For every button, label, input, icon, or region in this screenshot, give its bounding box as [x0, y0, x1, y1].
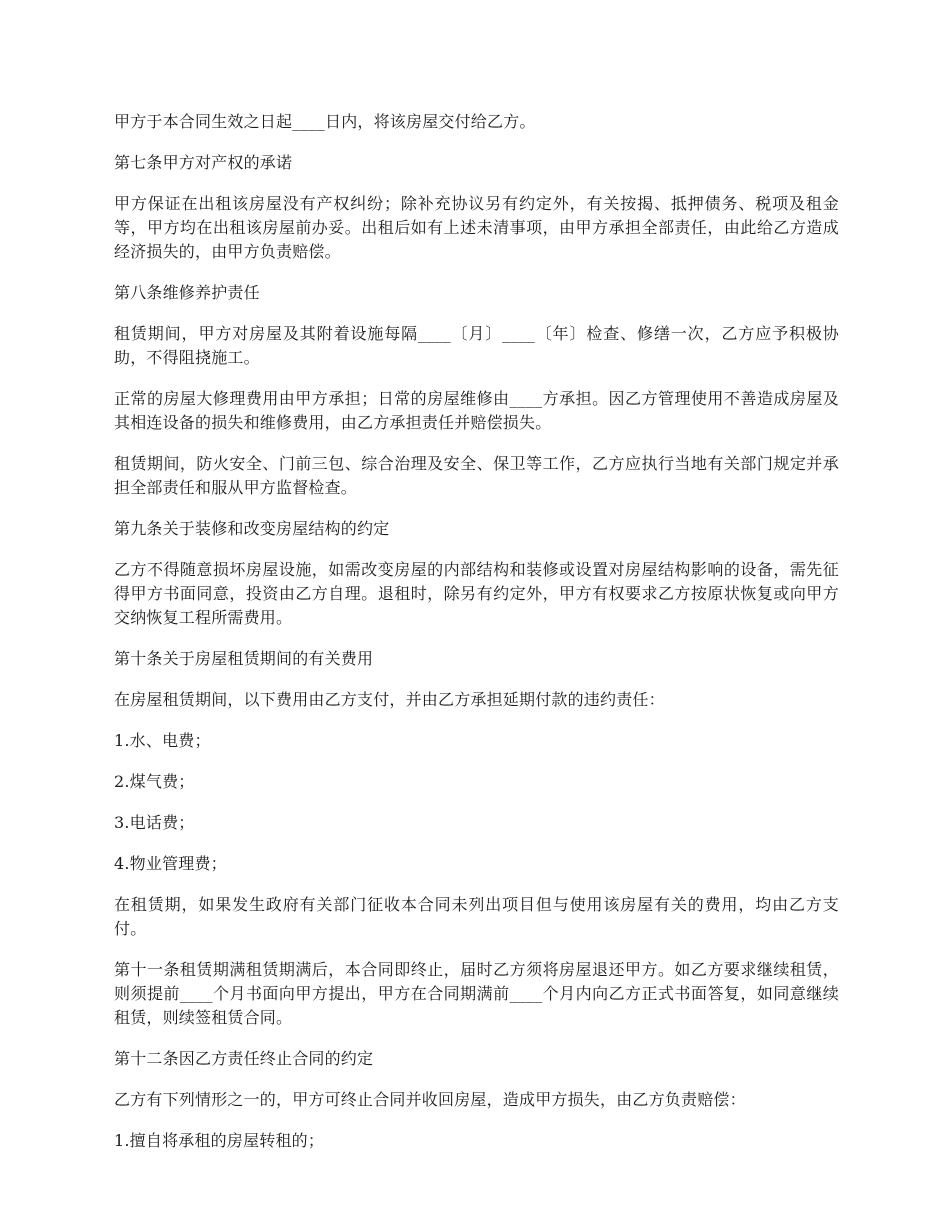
paragraph-inspection-schedule: 租赁期间，甲方对房屋及其附着设施每隔____〔月〕____〔年〕检查、修缮一次，乙方应予积极协助，不得阻挠施工。 [114, 324, 839, 367]
list-item-water-electricity: 1.水、电费； [114, 731, 211, 750]
heading-article-8: 第八条维修养护责任 [114, 283, 260, 302]
paragraph-termination-conditions: 乙方有下列情形之一的，甲方可终止合同并收回房屋，造成甲方损失，由乙方负责赔偿： [114, 1090, 746, 1109]
heading-article-7: 第七条甲方对产权的承诺 [114, 153, 293, 172]
heading-article-10: 第十条关于房屋租赁期间的有关费用 [114, 649, 374, 668]
list-item-sublease: 1.擅自将承租的房屋转租的； [114, 1131, 325, 1150]
paragraph-fire-safety: 租赁期间，防火安全、门前三包、综合治理及安全、保卫等工作，乙方应执行当地有关部门规定并承担全部责任和服从甲方监督检查。 [114, 454, 839, 497]
paragraph-renovation-rules: 乙方不得随意损坏房屋设施，如需改变房屋的内部结构和装修或设置对房屋结构影响的设备，需先征得甲方书面同意，投资由乙方自理。退租时，除另有约定外，甲方有权要求乙方按原状恢复或向甲方交纳恢复工程所需费用。 [114, 560, 839, 627]
paragraph-article-11-expiry: 第十一条租赁期满租赁期满后，本合同即终止，届时乙方须将房屋退还甲方。如乙方要求继续租赁，则须提前____个月书面向甲方提出，甲方在合同期满前____个月内向乙方正式书面答复，如同意继续租赁，则续签租赁合同。 [114, 960, 839, 1027]
heading-article-12: 第十二条因乙方责任终止合同的约定 [114, 1049, 374, 1068]
paragraph-repair-costs: 正常的房屋大修理费用由甲方承担；日常的房屋维修由____方承担。因乙方管理使用不善造成房屋及其相连设备的损失和维修费用，由乙方承担责任并赔偿损失。 [114, 389, 839, 432]
list-item-telephone: 3.电话费； [114, 813, 195, 832]
list-item-property-management: 4.物业管理费； [114, 854, 227, 873]
heading-article-9: 第九条关于装修和改变房屋结构的约定 [114, 519, 390, 538]
list-item-gas: 2.煤气费； [114, 772, 195, 791]
paragraph-delivery-clause: 甲方于本合同生效之日起____日内，将该房屋交付给乙方。 [114, 112, 536, 131]
paragraph-government-fees: 在租赁期，如果发生政府有关部门征收本合同未列出项目但与使用该房屋有关的费用，均由乙方支付。 [114, 895, 839, 938]
document-page [114, 110, 839, 1170]
paragraph-fees-intro: 在房屋租赁期间，以下费用由乙方支付，并由乙方承担延期付款的违约责任： [114, 690, 665, 709]
paragraph-property-rights-promise: 甲方保证在出租该房屋没有产权纠纷；除补充协议另有约定外，有关按揭、抵押债务、税项及租金等，甲方均在出租该房屋前办妥。出租后如有上述未清事项，由甲方承担全部责任，由此给乙方造成经济损失的，由甲方负责赔偿。 [114, 194, 839, 261]
